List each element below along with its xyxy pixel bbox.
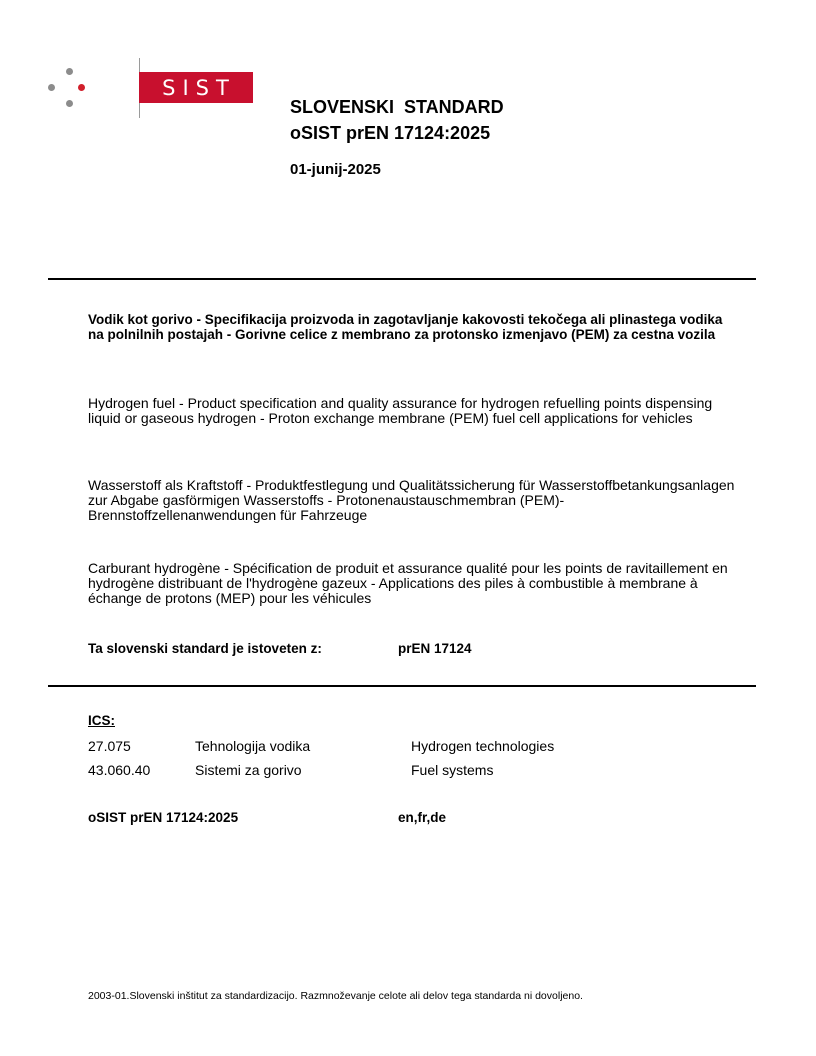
identical-label: Ta slovenski standard je istoveten z: xyxy=(88,641,322,656)
title-slovenian: Vodik kot gorivo - Specifikacija proizvoda in zagotavljanje kakovosti tekočega ali plinastega vodika na polnilnih postajah - Gorivne celice z membrano za protonsko izmenjavo (PEM) za cestna vozila xyxy=(88,312,723,342)
logo-dot-icon xyxy=(48,84,55,91)
ics-code: 27.075 xyxy=(88,738,131,754)
title-german: Wasserstoff als Kraftstoff - Produktfestlegung und Qualitätssicherung für Wasserstoffbetankungsanlagen zur Abgabe gasförmigen Wasserstoffs - Protonenaustauschmembran (PEM)-Brennstoffzellenanwendungen für Fahrzeuge xyxy=(88,477,735,523)
document-languages: en,fr,de xyxy=(398,810,447,825)
logo-wordmark: SIST xyxy=(139,72,253,103)
logo-dot-accent-icon xyxy=(78,84,85,91)
sist-logo xyxy=(48,58,236,120)
logo-dot-icon xyxy=(66,68,73,75)
bottom-divider xyxy=(48,685,756,687)
ics-term-sl: Sistemi za gorivo xyxy=(195,762,302,778)
copyright-notice: 2003-01.Slovenski inštitut za standardizacijo. Razmnoževanje celote ali delov tega standarda ni dovoljeno. xyxy=(88,990,583,1002)
ics-term-en: Hydrogen technologies xyxy=(411,738,555,754)
title-english: Hydrogen fuel - Product specification and quality assurance for hydrogen refuelling points dispensing liquid or gaseous hydrogen - Proton exchange membrane (PEM) fuel cell applications for vehicles xyxy=(88,395,713,426)
identical-statement xyxy=(88,641,472,656)
logo-dot-icon xyxy=(66,100,73,107)
identical-reference: prEN 17124 xyxy=(398,641,472,656)
top-divider xyxy=(48,278,756,280)
ics-code: 43.060.40 xyxy=(88,762,151,778)
document-header xyxy=(290,94,504,146)
title-french: Carburant hydrogène - Spécification de produit et assurance qualité pour les points de ravitaillement en hydrogène distribuant de l'hydrogène gazeux - Applications des piles à combustible à membrane à échange de protons (MEP) pour les véhicules xyxy=(88,560,728,606)
standard-code-title: oSIST prEN 17124:2025 xyxy=(290,123,491,143)
ics-label: ICS: xyxy=(88,713,115,728)
ics-term-sl: Tehnologija vodika xyxy=(195,738,311,754)
ics-term-en: Fuel systems xyxy=(411,762,494,778)
standard-type-title: SLOVENSKI STANDARD xyxy=(290,97,504,117)
document-code: oSIST prEN 17124:2025 xyxy=(88,810,239,825)
publication-date: 01-junij-2025 xyxy=(290,161,381,178)
